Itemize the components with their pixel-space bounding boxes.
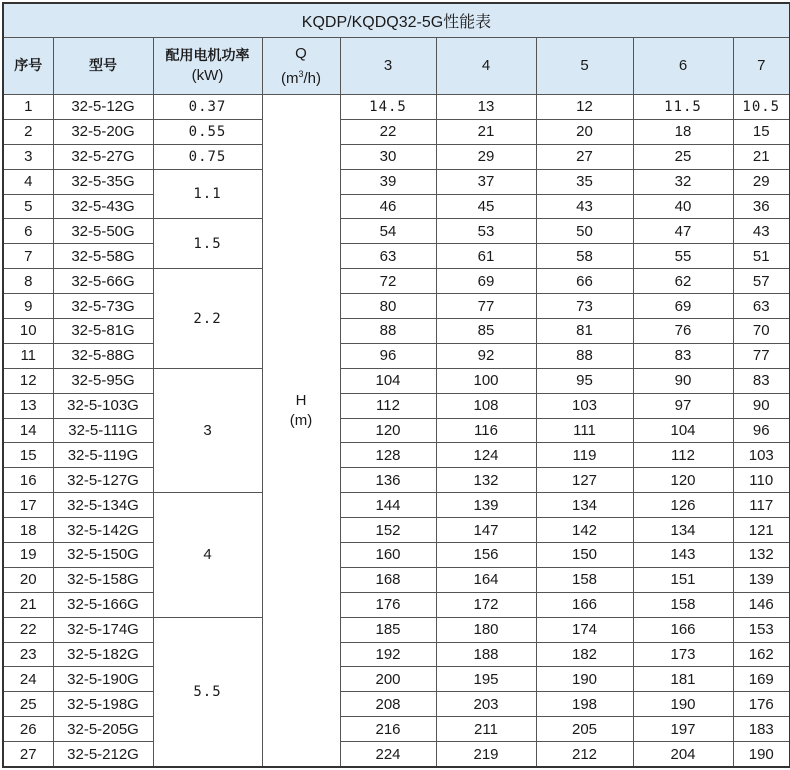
row-index: 25 (3, 692, 53, 717)
head-value: 69 (436, 269, 536, 294)
head-value: 188 (436, 642, 536, 667)
row-power: 1.1 (153, 169, 262, 219)
table-row (3, 617, 790, 642)
head-value: 204 (633, 742, 733, 767)
row-model: 32-5-198G (53, 692, 153, 717)
head-value: 127 (536, 468, 633, 493)
head-value: 216 (340, 717, 436, 742)
head-value: 46 (340, 194, 436, 219)
row-index: 27 (3, 742, 53, 767)
row-model: 32-5-150G (53, 543, 153, 568)
row-index: 15 (3, 443, 53, 468)
head-value: 29 (733, 169, 790, 194)
head-value: 103 (733, 443, 790, 468)
head-value: 30 (340, 144, 436, 169)
head-value: 180 (436, 617, 536, 642)
row-index: 8 (3, 269, 53, 294)
head-value: 142 (536, 518, 633, 543)
head-value: 104 (633, 418, 733, 443)
head-value: 134 (633, 518, 733, 543)
table-row (3, 294, 790, 319)
head-value: 77 (436, 294, 536, 319)
head-value: 168 (340, 567, 436, 592)
row-index: 24 (3, 667, 53, 692)
head-value: 121 (733, 518, 790, 543)
head-value: 83 (633, 343, 733, 368)
flow-unit-post: /h) (303, 69, 322, 87)
head-value: 162 (733, 642, 790, 667)
head-value: 173 (633, 642, 733, 667)
head-value: 40 (633, 194, 733, 219)
head-value: 112 (340, 393, 436, 418)
head-value: 29 (436, 144, 536, 169)
head-value: 150 (536, 543, 633, 568)
performance-table (2, 2, 790, 768)
head-value: 73 (536, 294, 633, 319)
head-value: 83 (733, 368, 790, 393)
header-flow-7: 7 (733, 38, 790, 95)
head-value: 62 (633, 269, 733, 294)
head-value: 12 (536, 95, 633, 120)
head-value: 51 (733, 244, 790, 269)
header-flow-unit (263, 64, 340, 89)
head-value: 18 (633, 119, 733, 144)
head-value: 97 (633, 393, 733, 418)
row-index: 18 (3, 518, 53, 543)
header-flow-3: 3 (340, 38, 436, 95)
head-value: 143 (633, 543, 733, 568)
table-row (3, 393, 790, 418)
head-value: 80 (340, 294, 436, 319)
head-value: 182 (536, 642, 633, 667)
head-value: 176 (340, 592, 436, 617)
head-value: 104 (340, 368, 436, 393)
header-flow (262, 38, 340, 95)
head-value: 136 (340, 468, 436, 493)
head-value: 124 (436, 443, 536, 468)
head-value: 211 (436, 717, 536, 742)
title-row (3, 3, 790, 38)
head-value: 164 (436, 567, 536, 592)
head-value: 100 (436, 368, 536, 393)
row-index: 3 (3, 144, 53, 169)
head-value: 13 (436, 95, 536, 120)
row-index: 11 (3, 343, 53, 368)
table-row (3, 567, 790, 592)
row-power: 2.2 (153, 269, 262, 369)
row-power: 4 (153, 493, 262, 617)
head-value: 66 (536, 269, 633, 294)
head-value: 53 (436, 219, 536, 244)
head-value: 166 (633, 617, 733, 642)
head-value: 61 (436, 244, 536, 269)
head-value: 90 (633, 368, 733, 393)
header-model: 型号 (53, 38, 153, 95)
header-index: 序号 (3, 38, 53, 95)
head-value: 96 (733, 418, 790, 443)
table-row (3, 319, 790, 344)
head-value: 81 (536, 319, 633, 344)
head-value: 132 (436, 468, 536, 493)
table-row (3, 493, 790, 518)
head-value: 151 (633, 567, 733, 592)
table-row (3, 95, 790, 120)
head-value: 43 (733, 219, 790, 244)
row-index: 7 (3, 244, 53, 269)
head-value: 69 (633, 294, 733, 319)
table-row (3, 219, 790, 244)
head-value: 176 (733, 692, 790, 717)
row-model: 32-5-58G (53, 244, 153, 269)
row-power: 3 (153, 368, 262, 492)
row-index: 16 (3, 468, 53, 493)
row-index: 1 (3, 95, 53, 120)
head-value: 134 (536, 493, 633, 518)
head-value: 25 (633, 144, 733, 169)
row-model: 32-5-127G (53, 468, 153, 493)
head-value: 112 (633, 443, 733, 468)
row-model: 32-5-88G (53, 343, 153, 368)
row-model: 32-5-205G (53, 717, 153, 742)
head-value: 70 (733, 319, 790, 344)
head-value: 146 (733, 592, 790, 617)
table-row (3, 244, 790, 269)
head-value: 192 (340, 642, 436, 667)
head-value: 36 (733, 194, 790, 219)
header-power (153, 38, 262, 95)
header-flow-5: 5 (536, 38, 633, 95)
head-value: 160 (340, 543, 436, 568)
head-value: 126 (633, 493, 733, 518)
head-value: 85 (436, 319, 536, 344)
head-value: 55 (633, 244, 733, 269)
head-value: 57 (733, 269, 790, 294)
row-index: 17 (3, 493, 53, 518)
table-row (3, 194, 790, 219)
head-label-cell (262, 95, 340, 768)
table-row (3, 119, 790, 144)
head-value: 195 (436, 667, 536, 692)
head-value: 153 (733, 617, 790, 642)
row-model: 32-5-103G (53, 393, 153, 418)
head-value: 200 (340, 667, 436, 692)
head-value: 190 (733, 742, 790, 767)
head-value: 90 (733, 393, 790, 418)
row-power: 0.55 (153, 119, 262, 144)
head-value: 45 (436, 194, 536, 219)
head-value: 190 (536, 667, 633, 692)
head-value: 32 (633, 169, 733, 194)
row-model: 32-5-119G (53, 443, 153, 468)
head-value: 172 (436, 592, 536, 617)
head-value: 144 (340, 493, 436, 518)
head-value: 224 (340, 742, 436, 767)
row-model: 32-5-35G (53, 169, 153, 194)
head-value: 20 (536, 119, 633, 144)
head-value: 139 (733, 567, 790, 592)
header-power-label: 配用电机功率 (165, 48, 250, 64)
head-value: 21 (436, 119, 536, 144)
table-row (3, 717, 790, 742)
row-model: 32-5-174G (53, 617, 153, 642)
row-power: 0.75 (153, 144, 262, 169)
head-value: 128 (340, 443, 436, 468)
table-row (3, 543, 790, 568)
head-value: 152 (340, 518, 436, 543)
head-value: 117 (733, 493, 790, 518)
row-index: 12 (3, 368, 53, 393)
head-value: 10.5 (733, 95, 790, 120)
head-value: 212 (536, 742, 633, 767)
row-model: 32-5-12G (53, 95, 153, 120)
head-value: 88 (340, 319, 436, 344)
head-value: 116 (436, 418, 536, 443)
row-index: 21 (3, 592, 53, 617)
head-value: 77 (733, 343, 790, 368)
row-model: 32-5-66G (53, 269, 153, 294)
head-value: 158 (536, 567, 633, 592)
row-model: 32-5-20G (53, 119, 153, 144)
head-value: 166 (536, 592, 633, 617)
table-row (3, 468, 790, 493)
head-value: 95 (536, 368, 633, 393)
head-value: 183 (733, 717, 790, 742)
head-value: 27 (536, 144, 633, 169)
row-power: 0.37 (153, 95, 262, 120)
head-value: 76 (633, 319, 733, 344)
head-value: 11.5 (633, 95, 733, 120)
row-model: 32-5-43G (53, 194, 153, 219)
head-value: 43 (536, 194, 633, 219)
row-power: 5.5 (153, 617, 262, 767)
head-value: 169 (733, 667, 790, 692)
row-model: 32-5-27G (53, 144, 153, 169)
row-index: 26 (3, 717, 53, 742)
header-power-unit: (kW) (191, 67, 224, 84)
row-index: 14 (3, 418, 53, 443)
row-model: 32-5-73G (53, 294, 153, 319)
head-value: 219 (436, 742, 536, 767)
table-row (3, 592, 790, 617)
row-index: 22 (3, 617, 53, 642)
head-value: 92 (436, 343, 536, 368)
head-value: 37 (436, 169, 536, 194)
table-body (3, 95, 790, 768)
row-index: 19 (3, 543, 53, 568)
head-value: 203 (436, 692, 536, 717)
head-value: 205 (536, 717, 633, 742)
row-model: 32-5-142G (53, 518, 153, 543)
table-row (3, 169, 790, 194)
head-value: 119 (536, 443, 633, 468)
row-index: 9 (3, 294, 53, 319)
head-unit: (m) (289, 411, 313, 429)
head-value: 22 (340, 119, 436, 144)
table-row (3, 418, 790, 443)
header-flow-4: 4 (436, 38, 536, 95)
row-index: 20 (3, 567, 53, 592)
flow-unit-pre: (m (280, 69, 299, 87)
row-model: 32-5-111G (53, 418, 153, 443)
table-row (3, 368, 790, 393)
header-flow-6: 6 (633, 38, 733, 95)
head-value: 190 (633, 692, 733, 717)
row-model: 32-5-50G (53, 219, 153, 244)
head-label: H (295, 391, 307, 409)
head-value: 198 (536, 692, 633, 717)
row-model: 32-5-95G (53, 368, 153, 393)
head-value: 35 (536, 169, 633, 194)
head-value: 103 (536, 393, 633, 418)
head-value: 174 (536, 617, 633, 642)
table-row (3, 518, 790, 543)
row-model: 32-5-81G (53, 319, 153, 344)
flow-unit-sup: 3 (298, 68, 304, 79)
row-index: 10 (3, 319, 53, 344)
table-row (3, 692, 790, 717)
header-row (3, 38, 790, 95)
head-value: 158 (633, 592, 733, 617)
head-value: 63 (340, 244, 436, 269)
head-value: 21 (733, 144, 790, 169)
row-power: 1.5 (153, 219, 262, 269)
head-value: 185 (340, 617, 436, 642)
table-row (3, 343, 790, 368)
head-value: 139 (436, 493, 536, 518)
row-model: 32-5-166G (53, 592, 153, 617)
head-value: 54 (340, 219, 436, 244)
row-model: 32-5-212G (53, 742, 153, 767)
row-index: 5 (3, 194, 53, 219)
head-value: 147 (436, 518, 536, 543)
row-model: 32-5-134G (53, 493, 153, 518)
head-value: 132 (733, 543, 790, 568)
head-value: 72 (340, 269, 436, 294)
table-row (3, 667, 790, 692)
head-value: 58 (536, 244, 633, 269)
head-value: 110 (733, 468, 790, 493)
row-index: 13 (3, 393, 53, 418)
head-value: 181 (633, 667, 733, 692)
head-value: 120 (633, 468, 733, 493)
row-index: 2 (3, 119, 53, 144)
head-value: 208 (340, 692, 436, 717)
row-model: 32-5-182G (53, 642, 153, 667)
head-value: 108 (436, 393, 536, 418)
table-row (3, 144, 790, 169)
header-flow-label: Q (295, 44, 307, 62)
head-value: 197 (633, 717, 733, 742)
row-index: 6 (3, 219, 53, 244)
table-row (3, 443, 790, 468)
table-title: KQDP/KQDQ32-5G性能表 (3, 3, 790, 38)
head-value: 15 (733, 119, 790, 144)
row-model: 32-5-190G (53, 667, 153, 692)
head-value: 96 (340, 343, 436, 368)
head-value: 88 (536, 343, 633, 368)
head-value: 14.5 (340, 95, 436, 120)
head-value: 50 (536, 219, 633, 244)
row-index: 23 (3, 642, 53, 667)
head-value: 47 (633, 219, 733, 244)
row-model: 32-5-158G (53, 567, 153, 592)
head-value: 39 (340, 169, 436, 194)
row-index: 4 (3, 169, 53, 194)
table-row (3, 642, 790, 667)
head-value: 156 (436, 543, 536, 568)
head-value: 111 (536, 418, 633, 443)
table-row (3, 269, 790, 294)
head-value: 63 (733, 294, 790, 319)
table-row (3, 742, 790, 767)
head-value: 120 (340, 418, 436, 443)
